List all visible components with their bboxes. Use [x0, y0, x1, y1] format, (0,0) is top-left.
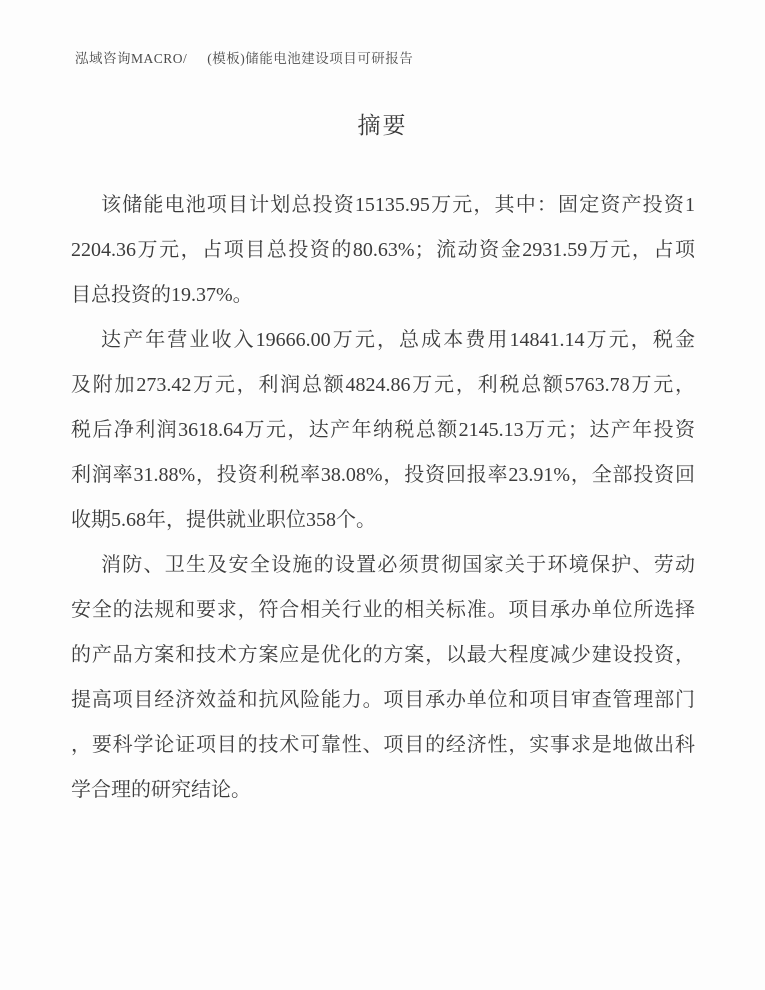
paragraph-2-line-3: 税后净利润3618.64万元，达产年纳税总额2145.13万元；达产年投资: [71, 419, 695, 441]
paragraph-2-line-5: 收期5.68年，提供就业职位358个。: [71, 509, 376, 531]
paragraph-3-line-1: 消防、卫生及安全设施的设置必须贯彻国家关于环境保护、劳动: [101, 554, 695, 576]
document-header: [75, 47, 413, 67]
paragraph-3-line-2: 安全的法规和要求，符合相关行业的相关标准。项目承办单位所选择: [71, 599, 695, 621]
paragraph-3-line-4: 提高项目经济效益和抗风险能力。项目承办单位和项目审查管理部门: [71, 689, 695, 711]
paragraph-2-line-1: 达产年营业收入19666.00万元，总成本费用14841.14万元，税金: [101, 329, 695, 351]
header-doc-title: (模板)储能电池建设项目可研报告: [207, 51, 414, 66]
paragraph-3-line-3: 的产品方案和技术方案应是优化的方案，以最大程度减少建设投资，: [71, 644, 695, 666]
paragraph-2-line-2: 及附加273.42万元，利润总额4824.86万元，利税总额5763.78万元，: [71, 374, 695, 396]
paragraph-2-line-4: 利润率31.88%，投资利税率38.08%，投资回报率23.91%，全部投资回: [71, 464, 695, 486]
header-brand: 泓域咨询MACRO/: [75, 51, 188, 66]
paragraph-1-line-1: 该储能电池项目计划总投资15135.95万元，其中：固定资产投资1: [101, 194, 695, 216]
document-body: [71, 183, 695, 813]
page-title: 摘要: [357, 113, 408, 138]
paragraph-1-line-2: 2204.36万元，占项目总投资的80.63%；流动资金2931.59万元，占项: [71, 239, 695, 261]
paragraph-3-line-6: 学合理的研究结论。: [71, 779, 251, 801]
paragraph-3-line-5: ，要科学论证项目的技术可靠性、项目的经济性，实事求是地做出科: [71, 734, 695, 756]
paragraph-1-line-3: 目总投资的19.37%。: [71, 284, 253, 306]
